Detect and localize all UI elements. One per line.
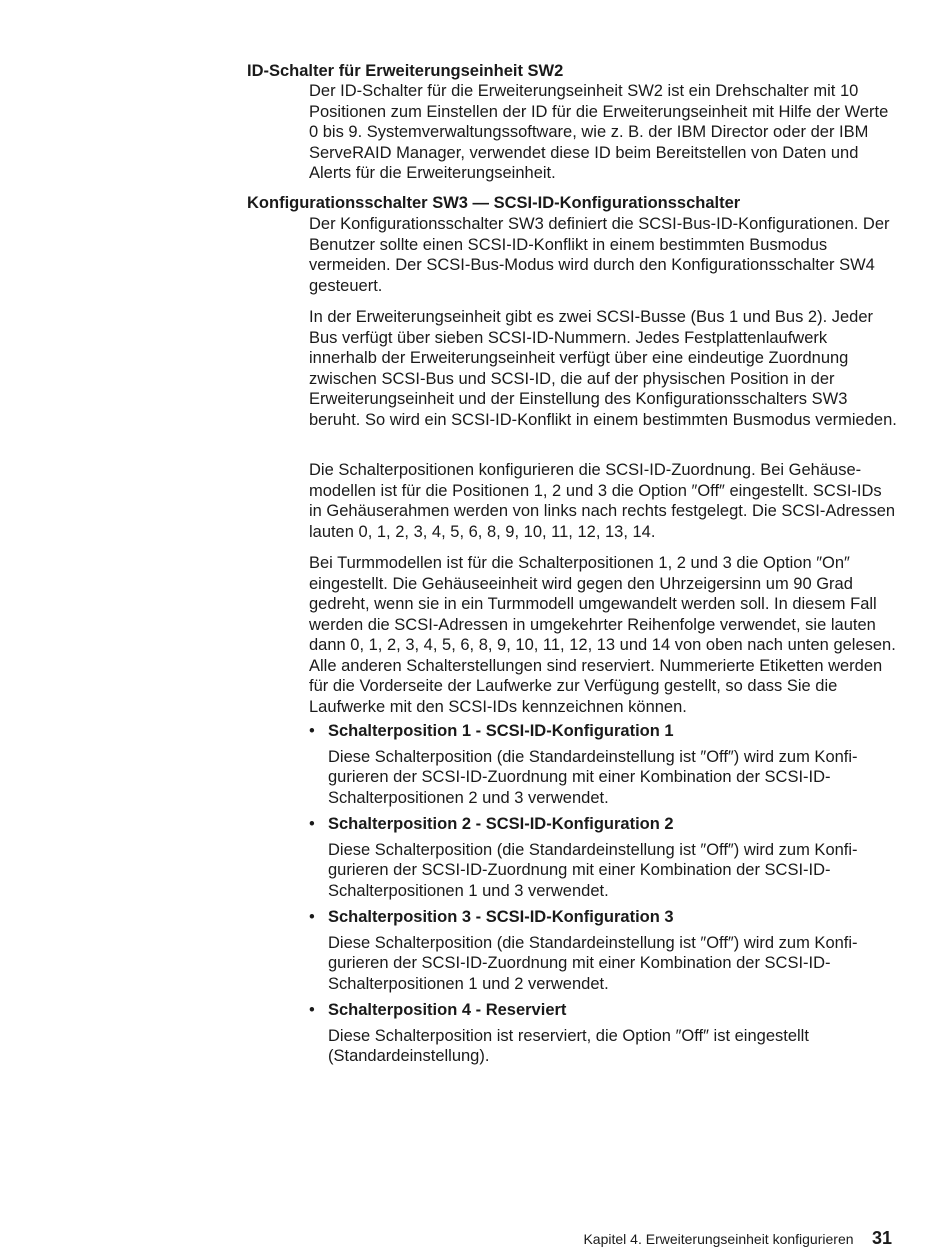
list-item [309,814,899,901]
bullet-icon: • [309,1001,315,1019]
section-heading-sw3: Konfigurationsschalter SW3 — SCSI-ID-Konfigurationsschalter [247,194,741,212]
switch-position-list [309,721,899,1073]
list-item-title: Schalterposition 4 - Reserviert [328,1001,567,1019]
list-item-description: Diese Schalterposition ist reserviert, die Option ″Off″ ist eingestellt (Standardeinstellung). [328,1026,809,1065]
paragraph-sw3-intro: Der Konfigurationsschalter SW3 definiert die SCSI-Bus-ID-Konfigurationen. Der Benutzer sollte einen SCSI-ID-Konflikt in einem bestimmten Busmodus vermeiden. Der SCSI-Bus-Modus wird durch den Konfigurationsschalter SW4 gesteuert. [309,215,890,295]
bullet-icon: • [309,815,315,833]
list-item-description: Diese Schalterposition (die Standardeinstellung ist ″Off″) wird zum Konfigurieren der SCSI-ID-Zuordnung mit einer Kombination der SCSI-ID-Schalterpositionen 1 und 2 verwendet. [328,933,858,993]
paragraph-sw2-description: Der ID-Schalter für die Erweiterungseinheit SW2 ist ein Drehschalter mit 10 Positionen zum Einstellen der ID für die Erweiterungseinheit mit Hilfe der Werte 0 bis 9. Systemverwaltungssoftware, wie z. B. der IBM Director oder der IBM ServeRAID Manager, verwendet diese ID beim Bereitstellen von Daten und Alerts für die Erweiterungseinheit. [309,82,889,182]
list-item [309,721,899,808]
page-footer [583,1228,892,1249]
list-item-title: Schalterposition 3 - SCSI-ID-Konfiguration 3 [328,908,674,926]
paragraph-switch-positions: Die Schalterpositionen konfigurieren die SCSI-ID-Zuordnung. Bei Gehäusemodellen ist für die Positionen 1, 2 und 3 die Option ″Off″ eingestellt. SCSI-IDs in Gehäuserahmen werden von links nach rechts festgelegt. Die SCSI-Adressen lauten 0, 1, 2, 3, 4, 5, 6, 8, 9, 10, 11, 12, 13, 14. [309,461,896,541]
paragraph-scsi-busses: In der Erweiterungseinheit gibt es zwei SCSI-Busse (Bus 1 und Bus 2). Jeder Bus verfügt über sieben SCSI-ID-Nummern. Jedes Festplattenlaufwerk innerhalb der Erweiterungseinheit verfügt über eine eindeutige Zuordnung zwischen SCSI-Bus und SCSI-ID, die auf der physischen Position in der Erweiterungseinheit und der Einstellung des Konfigurationsschalters SW3 beruht. So wird ein SCSI-ID-Konflikt in einem bestimmten Busmodus vermieden. [309,308,897,429]
list-item [309,1000,899,1067]
list-item-description: Diese Schalterposition (die Standardeinstellung ist ″Off″) wird zum Konfigurieren der SCSI-ID-Zuordnung mit einer Kombination der SCSI-ID-Schalterpositionen 1 und 3 verwendet. [328,840,858,900]
list-item-description: Diese Schalterposition (die Standardeinstellung ist ″Off″) wird zum Konfigurieren der SCSI-ID-Zuordnung mit einer Kombination der SCSI-ID-Schalterpositionen 2 und 3 verwendet. [328,747,858,807]
section-heading-sw2: ID-Schalter für Erweiterungseinheit SW2 [247,62,564,80]
list-item [309,907,899,994]
paragraph-tower-models: Bei Turmmodellen ist für die Schalterpositionen 1, 2 und 3 die Option ″On″ eingestellt. Die Gehäuseeinheit wird gegen den Uhrzeigersinn um 90 Grad gedreht, wenn sie in ein Turmmodell umgewandelt werden soll. In diesem Fall werden die SCSI-Adressen in umgekehrter Reihenfolge verwendet, sie lauten dann 0, 1, 2, 3, 4, 5, 6, 8, 9, 10, 11, 12, 13 und 14 von oben nach unten gelesen. Alle anderen Schalterstellungen sind reserviert. Nummerierte Etiketten werden für die Vorderseite der Laufwerke zur Verfügung gestellt, so dass Sie die Laufwerke mit den SCSI-IDs kennzeichnen können. [309,554,896,716]
bullet-icon: • [309,908,315,926]
bullet-icon: • [309,722,315,740]
list-item-title: Schalterposition 1 - SCSI-ID-Konfiguration 1 [328,722,674,740]
footer-chapter-title: Kapitel 4. Erweiterungseinheit konfigurieren [583,1231,854,1247]
page-number: 31 [871,1228,892,1248]
list-item-title: Schalterposition 2 - SCSI-ID-Konfiguration 2 [328,815,674,833]
